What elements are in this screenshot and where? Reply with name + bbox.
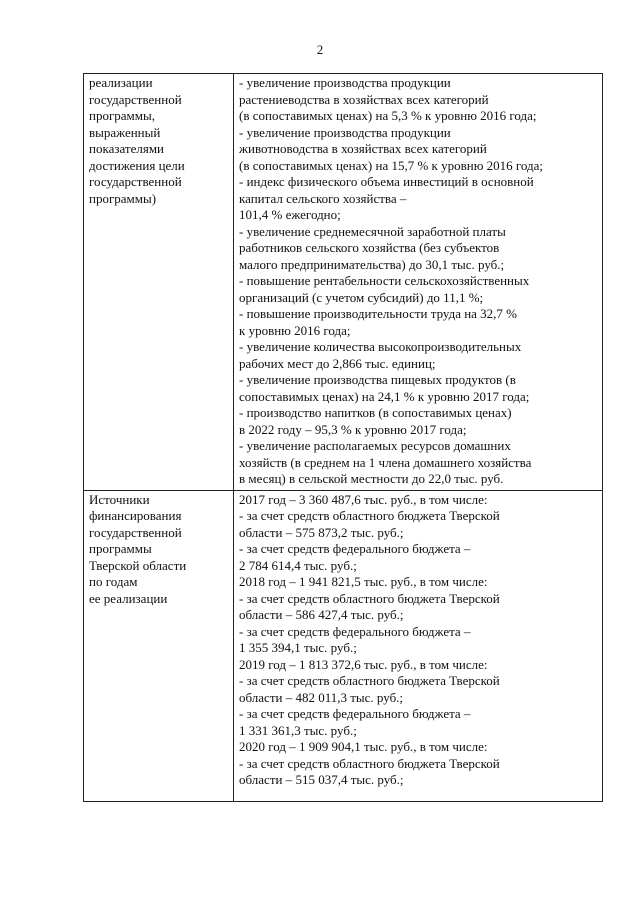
cell-line: - за счет средств федерального бюджета –	[239, 623, 471, 639]
cell-line: - повышение рентабельности сельскохозяйственных	[239, 273, 530, 288]
cell-line: показателями	[89, 141, 165, 156]
cell-line: растениеводства в хозяйствах всех категорий	[239, 91, 489, 107]
row-label-cell	[84, 74, 234, 491]
cell-line: организаций (с учетом субсидий) до 11,1 %;	[239, 289, 484, 305]
cell-line: - увеличение производства продукции	[239, 124, 451, 140]
cell-line: к уровню 2016 года;	[239, 322, 351, 338]
cell-line: в 2022 году – 95,3 % к уровню 2017 года;	[239, 421, 467, 437]
cell-line: области – 515 037,4 тыс. руб.;	[239, 772, 404, 787]
cell-line: программы)	[89, 190, 157, 206]
cell-line: - повышение производительности труда на 32,7 %	[239, 306, 518, 321]
cell-line: Источники	[89, 491, 150, 507]
cell-line: достижения цели	[89, 157, 185, 173]
cell-line: 2017 год – 3 360 487,6 тыс. руб., в том числе:	[239, 491, 488, 507]
cell-line: в месяц) в сельской местности до 22,0 тыс. руб.	[239, 471, 504, 486]
cell-line: 2020 год – 1 909 904,1 тыс. руб., в том числе:	[239, 739, 488, 754]
cell-line: - производство напитков (в сопоставимых ценах)	[239, 405, 512, 420]
passport-table	[83, 73, 603, 802]
row-content-cell	[234, 74, 603, 491]
cell-line: малого предпринимательства) до 30,1 тыс. руб.;	[239, 256, 505, 272]
row-label-cell	[84, 490, 234, 801]
cell-line: выраженный	[89, 124, 161, 140]
cell-line: реализации	[89, 75, 153, 90]
cell-line: рабочих мест до 2,866 тыс. единиц;	[239, 355, 436, 371]
cell-line: 2019 год – 1 813 372,6 тыс. руб., в том числе:	[239, 656, 488, 672]
cell-line: программы,	[89, 108, 155, 123]
cell-line: по годам	[89, 574, 138, 589]
cell-line: - за счет средств областного бюджета Тверской	[239, 673, 500, 688]
cell-line: 101,4 % ежегодно;	[239, 207, 341, 222]
page-number: 2	[316, 42, 324, 57]
table-row	[84, 490, 603, 801]
cell-line: области – 586 427,4 тыс. руб.;	[239, 607, 404, 622]
cell-line: государственной	[89, 91, 182, 107]
cell-line: ее реализации	[89, 590, 168, 606]
cell-line: - увеличение количества высокопроизводительных	[239, 339, 522, 354]
cell-line: 2018 год – 1 941 821,5 тыс. руб., в том числе:	[239, 574, 488, 589]
cell-line: хозяйств (в среднем на 1 члена домашнего хозяйства	[239, 454, 532, 470]
cell-line: Тверской области	[89, 557, 187, 573]
cell-line: области – 575 873,2 тыс. руб.;	[239, 524, 404, 540]
cell-line: животноводства в хозяйствах всех категорий	[239, 141, 487, 156]
cell-line: 1 355 394,1 тыс. руб.;	[239, 640, 357, 655]
cell-line: области – 482 011,3 тыс. руб.;	[239, 689, 404, 705]
cell-line: - увеличение производства пищевых продуктов (в	[239, 372, 516, 387]
cell-line: капитал сельского хозяйства –	[239, 190, 407, 206]
cell-line: финансирования	[89, 508, 182, 523]
row-content-cell	[234, 490, 603, 801]
cell-line: работников сельского хозяйства (без субъектов	[239, 240, 500, 255]
cell-line: - за счет средств федерального бюджета –	[239, 541, 471, 556]
cell-line: - индекс физического объема инвестиций в основной	[239, 174, 534, 189]
cell-line: государственной	[89, 174, 182, 189]
cell-line: - увеличение располагаемых ресурсов домашних	[239, 438, 511, 453]
cell-line: - увеличение среднемесячной заработной платы	[239, 223, 506, 239]
cell-line: - увеличение производства продукции	[239, 75, 451, 90]
cell-line: сопоставимых ценах) на 24,1 % к уровню 2017 года;	[239, 388, 530, 404]
cell-line: 1 331 361,3 тыс. руб.;	[239, 722, 357, 738]
cell-line: 2 784 614,4 тыс. руб.;	[239, 557, 357, 573]
cell-line: - за счет средств областного бюджета Тверской	[239, 590, 500, 606]
table-row	[84, 74, 603, 491]
cell-line: - за счет средств областного бюджета Тверской	[239, 755, 500, 771]
cell-line: (в сопоставимых ценах) на 15,7 % к уровню 2016 года;	[239, 157, 544, 173]
cell-line: - за счет средств областного бюджета Тверской	[239, 508, 500, 523]
cell-line: программы	[89, 541, 152, 556]
cell-line: государственной	[89, 524, 182, 540]
cell-line: (в сопоставимых ценах) на 5,3 % к уровню 2016 года;	[239, 108, 537, 123]
cell-line: - за счет средств федерального бюджета –	[239, 706, 471, 721]
